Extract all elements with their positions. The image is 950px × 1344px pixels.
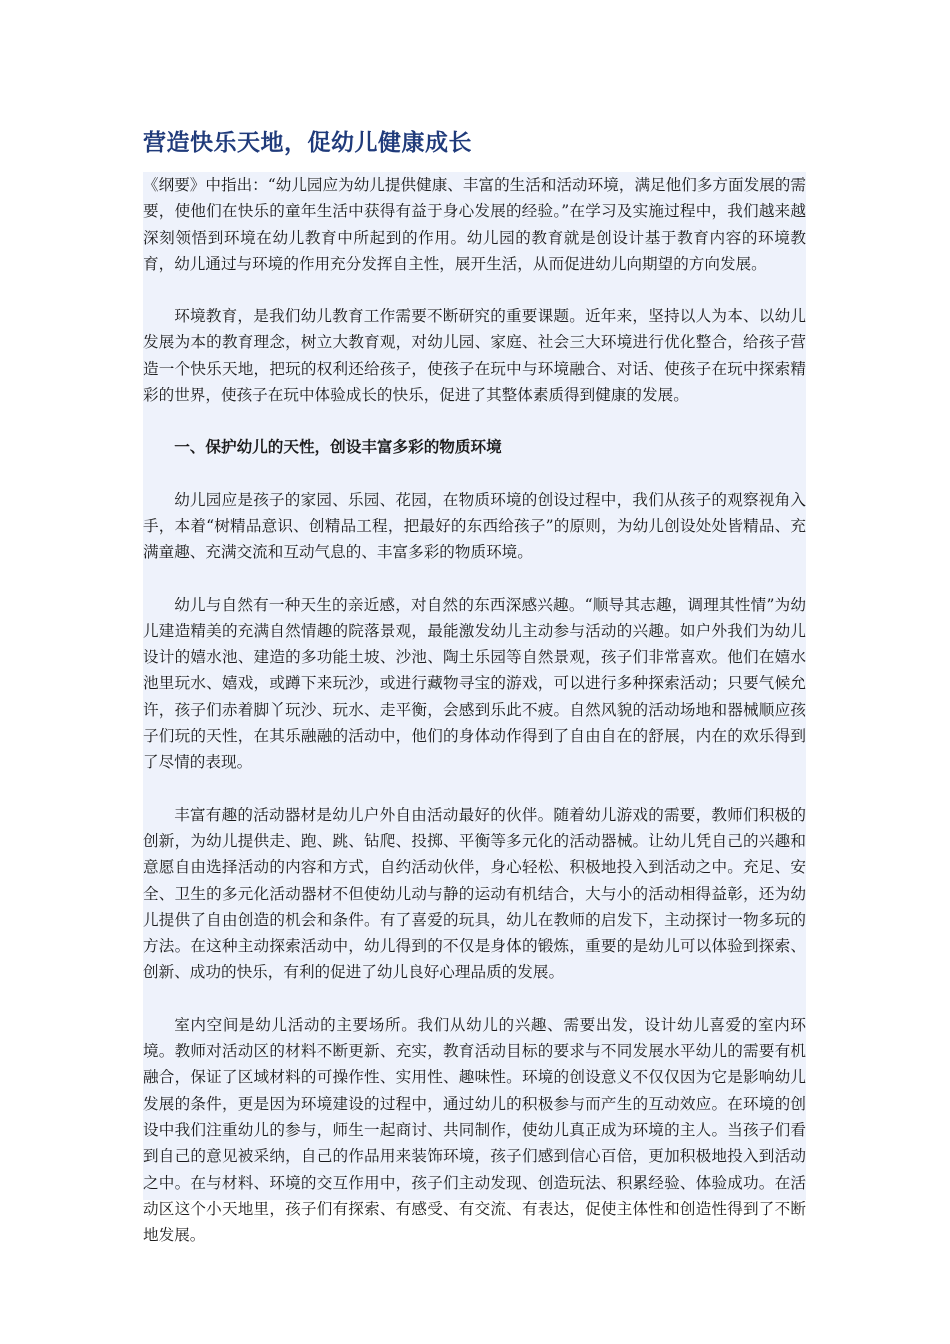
article-body: [143, 172, 806, 1245]
section-heading-1: 一、保护幼儿的天性，创设丰富多彩的物质环境: [174, 438, 502, 457]
page-title: 营造快乐天地，促幼儿健康成长: [143, 130, 472, 156]
paragraph-intro: 《纲要》中指出：“幼儿园应为幼儿提供健康、丰富的生活和活动环境，满足他们多方面发展的需要，使他们在快乐的童年生活中获得有益于身心发展的经验。”在学习及实施过程中，我们越来越深刻领悟到环境在幼儿教育中所起到的作用。幼儿园的教育就是创设计基于教育内容的环境教育，幼儿通过与环境的作用充分发挥自主性，展开生活，从而促进幼儿向期望的方向发展。: [143, 176, 806, 273]
paragraph-indoor-space: 室内空间是幼儿活动的主要场所。我们从幼儿的兴趣、需要出发，设计幼儿喜爱的室内环境。教师对活动区的材料不断更新、充实，教育活动目标的要求与不同发展水平幼儿的需要有机融合，保证了区域材料的可操作性、实用性、趣味性。环境的创设意义不仅仅因为它是影响幼儿发展的条件，更是因为环境建设的过程中，通过幼儿的积极参与而产生的互动效应。在环境的创设中我们注重幼儿的参与，师生一起商讨、共同制作，使幼儿真正成为环境的主人。当孩子们看到自己的意见被采纳，自己的作品用来装饰环境，孩子们感到信心百倍，更加积极地投入到活动之中。在与材料、环境的交互作用中，孩子们主动发现、创造玩法、积累经验、体验成功。在活动区这个小天地里，孩子们有探索、有感受、有交流、有表达，促使主体性和创造性得到了不断地发展。: [143, 1015, 806, 1245]
paragraph-environment-education: 环境教育，是我们幼儿教育工作需要不断研究的重要课题。近年来，坚持以人为本、以幼儿发展为本的教育理念，树立大教育观，对幼儿园、家庭、社会三大环境进行优化整合，给孩子营造一个快乐天地，把玩的权利还给孩子，使孩子在玩中与环境融合、对话、使孩子在玩中探索精彩的世界，使孩子在玩中体验成长的快乐，促进了其整体素质得到健康的发展。: [143, 307, 806, 405]
paragraph-kindergarten-home: 幼儿园应是孩子的家园、乐园、花园，在物质环境的创设过程中，我们从孩子的观察视角入手，本着“树精品意识、创精品工程，把最好的东西给孩子”的原则，为幼儿创设处处皆精品、充满童趣、充满交流和互动气息的、丰富多彩的物质环境。: [143, 490, 806, 562]
paragraph-nature: 幼儿与自然有一种天生的亲近感，对自然的东西深感兴趣。“顺导其志趣，调理其性情”为幼儿建造精美的充满自然情趣的院落景观，最能激发幼儿主动参与活动的兴趣。如户外我们为幼儿设计的嬉水池、建造的多功能土坡、沙池、陶土乐园等自然景观，孩子们非常喜欢。他们在嬉水池里玩水、嬉戏，或蹲下来玩沙，或进行藏物寻宝的游戏，可以进行多种探索活动；只要气候允许，孩子们赤着脚丫玩沙、玩水、走平衡，会感到乐此不疲。自然风貌的活动场地和器械顺应孩子们玩的天性，在其乐融融的活动中，他们的身体动作得到了自由自在的舒展，内在的欢乐得到了尽情的表现。: [143, 595, 806, 772]
paragraph-equipment: 丰富有趣的活动器材是幼儿户外自由活动最好的伙伴。随着幼儿游戏的需要，教师们积极的创新，为幼儿提供走、跑、跳、钻爬、投掷、平衡等多元化的活动器械。让幼儿凭自己的兴趣和意愿自由选择活动的内容和方式，自约活动伙伴，身心轻松、积极地投入到活动之中。充足、安全、卫生的多元化活动器材不但使幼儿动与静的运动有机结合，大与小的活动相得益彰，还为幼儿提供了自由创造的机会和条件。有了喜爱的玩具，幼儿在教师的启发下，主动探讨一物多玩的方法。在这种主动探索活动中，幼儿得到的不仅是身体的锻炼，重要的是幼儿可以体验到探索、创新、成功的快乐，有利的促进了幼儿良好心理品质的发展。: [143, 805, 806, 982]
